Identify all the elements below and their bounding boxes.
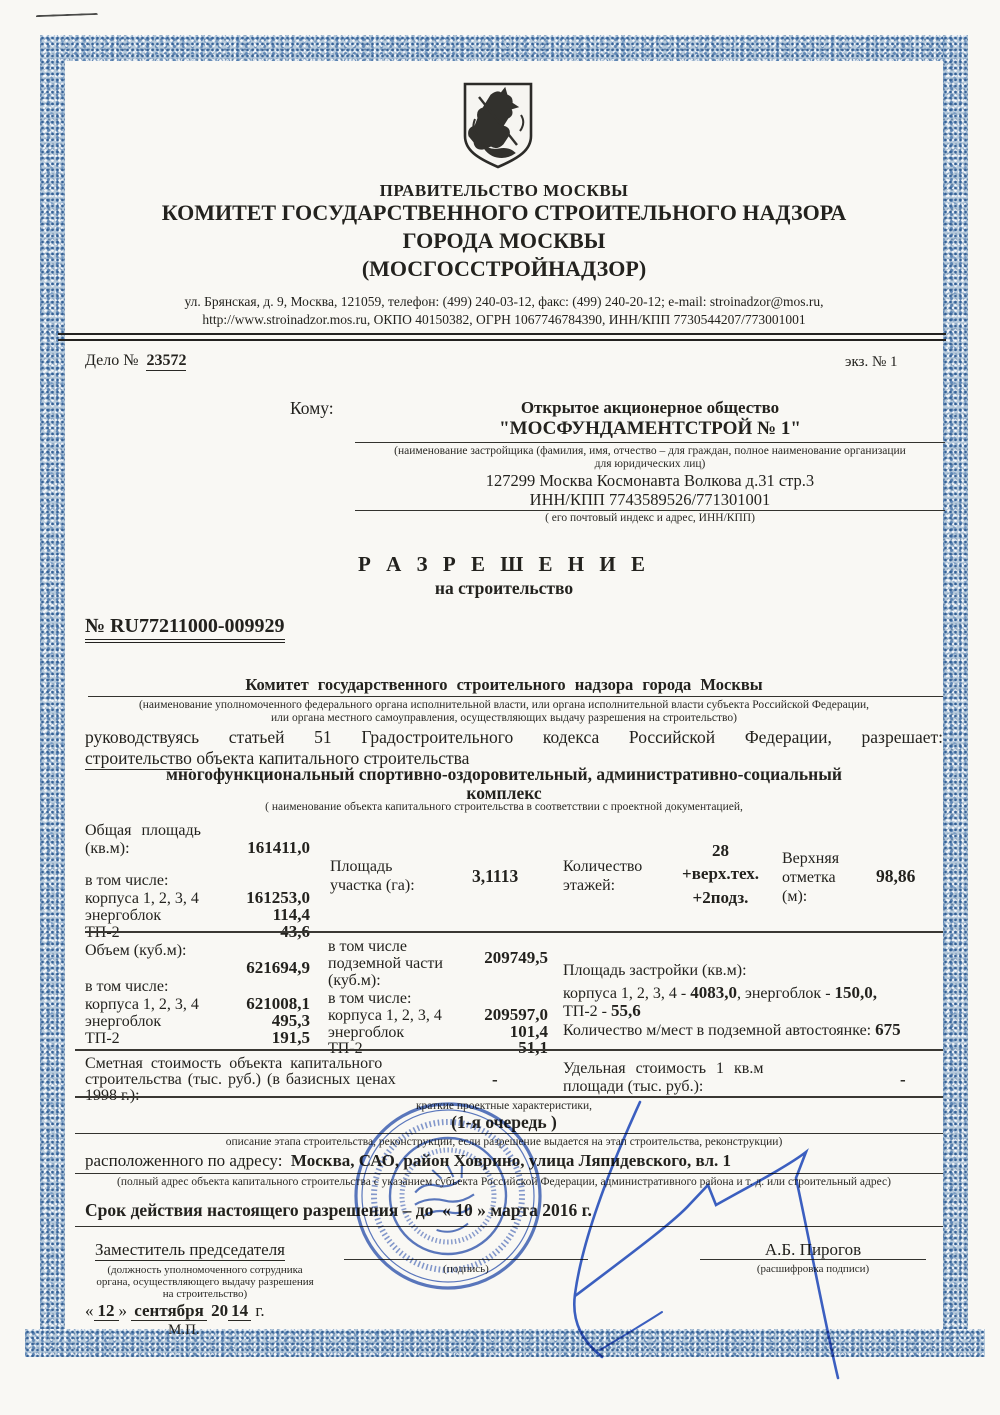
parking-value: 675 [875, 1020, 901, 1039]
issuer-action: строительство [85, 748, 192, 768]
plot-value: 3,1113 [472, 866, 519, 886]
underground-item-1: корпуса 1, 2, 3, 4 [328, 1007, 442, 1024]
stage-note-top: краткие проектные характеристики, [415, 1100, 593, 1112]
issue-date-century: 20 [211, 1301, 229, 1320]
issue-date-line: « 12 » сентября 20 14 г. [85, 1301, 265, 1320]
estimate-label1: Сметная стоимость объекта капитального [85, 1055, 383, 1072]
moscow-coat-of-arms-icon [461, 81, 535, 171]
handwritten-signature [480, 1080, 880, 1380]
plot-label2: участка (га): [330, 877, 415, 894]
stage-note-bottom: описание этапа строительства, реконструкции, если разрешение выдается на этап строительства, реконструкции) [225, 1136, 783, 1148]
floors-value-2: +верх.тех. [682, 864, 759, 883]
underground-item-3: ТП-2 [328, 1040, 363, 1057]
estimate-label3: 1998 г.): [85, 1087, 140, 1104]
signature-note: (подпись) [443, 1263, 489, 1275]
underground-label2: подземной части [328, 955, 443, 972]
case-number: 23572 [146, 352, 187, 369]
signer-position-note3: на строительство) [162, 1288, 248, 1300]
underground-value-1: 209597,0 [484, 1005, 548, 1024]
letterhead-address-line2: http://www.stroinadzor.mos.ru, ОКПО 40150382, ОГРН 1067746784390, ИНН/КПП 7730544207/773001001 [202, 312, 806, 327]
letterhead-address-line1: ул. Брянская, д. 9, Москва, 121059, телефон: (499) 240-03-12, факс: (499) 240-20-12; e-mail: stroinadzor@mos.ru, [184, 294, 824, 309]
recipient-note3: ( его почтовый индекс и адрес, ИНН/КПП) [545, 512, 755, 524]
location-note: (полный адрес объекта капитального строительства с указанием субъекта Российской Федерации, административного района и т. д. или строительный адрес) [117, 1176, 891, 1188]
letterhead-committee-line3: (МОСГОССТРОЙНАДЗОР) [361, 256, 647, 281]
floors-value-3: +2подз. [692, 888, 749, 907]
recipient-org-underline [355, 442, 945, 443]
footprint-line2: ТП-2 - 55,6 [563, 1001, 641, 1020]
signer-position-note2: органа, осуществляющего выдачу разрешения [96, 1276, 314, 1288]
underground-incl-label: в том числе: [328, 990, 412, 1007]
recipient-org-line2: "МОСФУНДАМЕНТСТРОЙ № 1" [499, 418, 801, 439]
underground-total-value: 209749,5 [484, 948, 548, 967]
volume-label: Объем (куб.м): [85, 942, 187, 959]
underground-label1: в том числе [328, 938, 407, 955]
letterhead-government: ПРАВИТЕЛЬСТВО МОСКВЫ [379, 181, 629, 200]
volume-item-3: ТП-2 [85, 1030, 120, 1047]
case-number-line [85, 352, 186, 370]
issuer-action-rest: объекта капитального строительства [191, 748, 470, 768]
object-name-line2: комплекс [466, 783, 542, 803]
signer-name-note: (расшифровка подписи) [756, 1263, 870, 1275]
recipient-note1: (наименование застройщика (фамилия, имя, отчество – для граждан, полное наименование организации [394, 445, 906, 457]
footprint-value-tp2: 55,6 [610, 1001, 641, 1020]
border-band-top [40, 35, 968, 61]
recipient-org-line1: Открытое акционерное общество [520, 398, 780, 417]
issue-date-suffix: г. [255, 1301, 265, 1320]
unit-cost-value: - [900, 1070, 906, 1089]
top-mark-label3: (м): [782, 888, 808, 905]
plot-label1: Площадь [330, 858, 393, 875]
footprint-value-energy: 150,0, [834, 983, 878, 1002]
footprint-label: Площадь застройки (кв.м): [563, 962, 747, 979]
area-incl-label: в том числе: [85, 872, 169, 889]
area-label2: (кв.м): [85, 840, 130, 857]
table-divider-2 [75, 1049, 943, 1051]
top-mark-label1: Верхняя [782, 850, 840, 867]
document-title: Р А З Р Е Ш Е Н И Е [358, 552, 650, 576]
footprint-line1: корпуса 1, 2, 3, 4 - 4083,0, энергоблок - 150,0, [563, 983, 878, 1002]
volume-value-3: 191,5 [271, 1028, 310, 1047]
table-divider-1 [85, 931, 943, 933]
area-item-3: ТП-2 [85, 924, 120, 941]
footprint-value-buildings: 4083,0 [690, 983, 737, 1002]
signer-name: А.Б. Пирогов [764, 1240, 862, 1259]
object-note: ( наименование объекта капитального строительства в соответствии с проектной документацией, [265, 801, 743, 813]
case-label: Дело № [85, 352, 139, 369]
issuer-basis: руководствуясь статьей 51 Градостроительного кодекса Российской Федерации, разрешает: [85, 727, 943, 747]
parking-label: Количество м/мест в подземной автостоянке: [563, 1022, 876, 1039]
copy-number: экз. № 1 [845, 354, 898, 370]
signer-position-note1: (должность уполномоченного сотрудника [107, 1264, 303, 1276]
issue-date-month: сентября [131, 1301, 207, 1321]
border-band-left [40, 35, 65, 1331]
recipient-inn: ИНН/КПП 7743589526/771301001 [529, 490, 771, 509]
issuer-underline [88, 696, 943, 697]
underground-item-2: энергоблок [328, 1024, 405, 1041]
recipient-inn-underline [355, 510, 945, 511]
letterhead-committee-line2: ГОРОДА МОСКВЫ [402, 228, 606, 253]
volume-value-1: 621008,1 [246, 994, 310, 1013]
volume-item-1: корпуса 1, 2, 3, 4 [85, 996, 199, 1013]
parking-line [563, 1020, 901, 1040]
issue-date-year: 14 [228, 1301, 251, 1321]
recipient-address: 127299 Москва Космонавта Волкова д.31 стр.3 [485, 471, 815, 490]
area-value-2: 114,4 [272, 905, 310, 924]
issuer-note1: (наименование уполномоченного федерального органа исполнительной власти, или органа исполнительной власти субъекта Российской Федерации, [138, 699, 870, 711]
volume-incl-label: в том числе: [85, 978, 169, 995]
area-item-1: корпуса 1, 2, 3, 4 [85, 890, 199, 907]
location-label: расположенного по адресу: [85, 1151, 283, 1170]
unit-cost-label2: площади (тыс. руб.): [563, 1078, 704, 1095]
validity-date: « 10 » марта 2016 г. [442, 1200, 592, 1220]
estimate-value: - [492, 1070, 498, 1089]
issuer-note2: или органа местного самоуправления, осуществляющих выдачу разрешения на строительство) [271, 712, 737, 724]
recipient-note2: для юридических лиц) [594, 458, 706, 470]
underground-value-2: 101,4 [509, 1022, 548, 1041]
top-mark-label2: отметка [782, 869, 836, 886]
unit-cost-label1: Удельная стоимость 1 кв.м [563, 1060, 764, 1077]
letterhead-divider [58, 333, 946, 341]
area-value-1: 161253,0 [246, 888, 310, 907]
area-value-3: 43,6 [280, 922, 310, 941]
location-value: Москва, САО, район Ховрино, улица Ляпидевского, вл. 1 [290, 1151, 732, 1170]
area-item-2: энергоблок [85, 907, 162, 924]
area-total-value: 161411,0 [247, 838, 310, 857]
signer-position: Заместитель председателя [95, 1240, 285, 1259]
permit-number: № RU77211000-009929 [85, 615, 285, 638]
floors-label2: этажей: [563, 877, 616, 894]
underground-label3: (куб.м): [328, 972, 381, 989]
volume-total-value: 621694,9 [246, 958, 310, 977]
validity-prefix: Срок действия настоящего разрешения – до [85, 1200, 434, 1220]
object-name-line1: многофункциональный спортивно-оздоровительный, административно-социальный [166, 764, 842, 784]
document-subtitle: на строительство [434, 578, 574, 598]
volume-item-2: энергоблок [85, 1013, 162, 1030]
letterhead-committee-line1: КОМИТЕТ ГОСУДАРСТВЕННОГО СТРОИТЕЛЬНОГО НАДЗОРА [161, 200, 847, 225]
floors-label1: Количество [563, 858, 643, 875]
recipient-to-label: Кому: [290, 398, 334, 418]
underground-value-3: 51,1 [518, 1038, 548, 1057]
issuer-name: Комитет государственного строительного надзора города Москвы [245, 675, 763, 694]
staple-mark [36, 13, 98, 23]
border-band-right [943, 35, 968, 1331]
issue-date-day: 12 [94, 1301, 119, 1321]
top-mark-value: 98,86 [876, 866, 916, 886]
seal-place-label: М.П. [168, 1322, 200, 1338]
stage-value: (1-я очередь ) [451, 1112, 557, 1132]
estimate-label2: строительства (тыс. руб.) (в базисных ценах [85, 1071, 396, 1088]
floors-value-1: 28 [712, 841, 729, 860]
volume-value-2: 495,3 [271, 1011, 310, 1030]
area-label1: Общая площадь [85, 822, 201, 839]
